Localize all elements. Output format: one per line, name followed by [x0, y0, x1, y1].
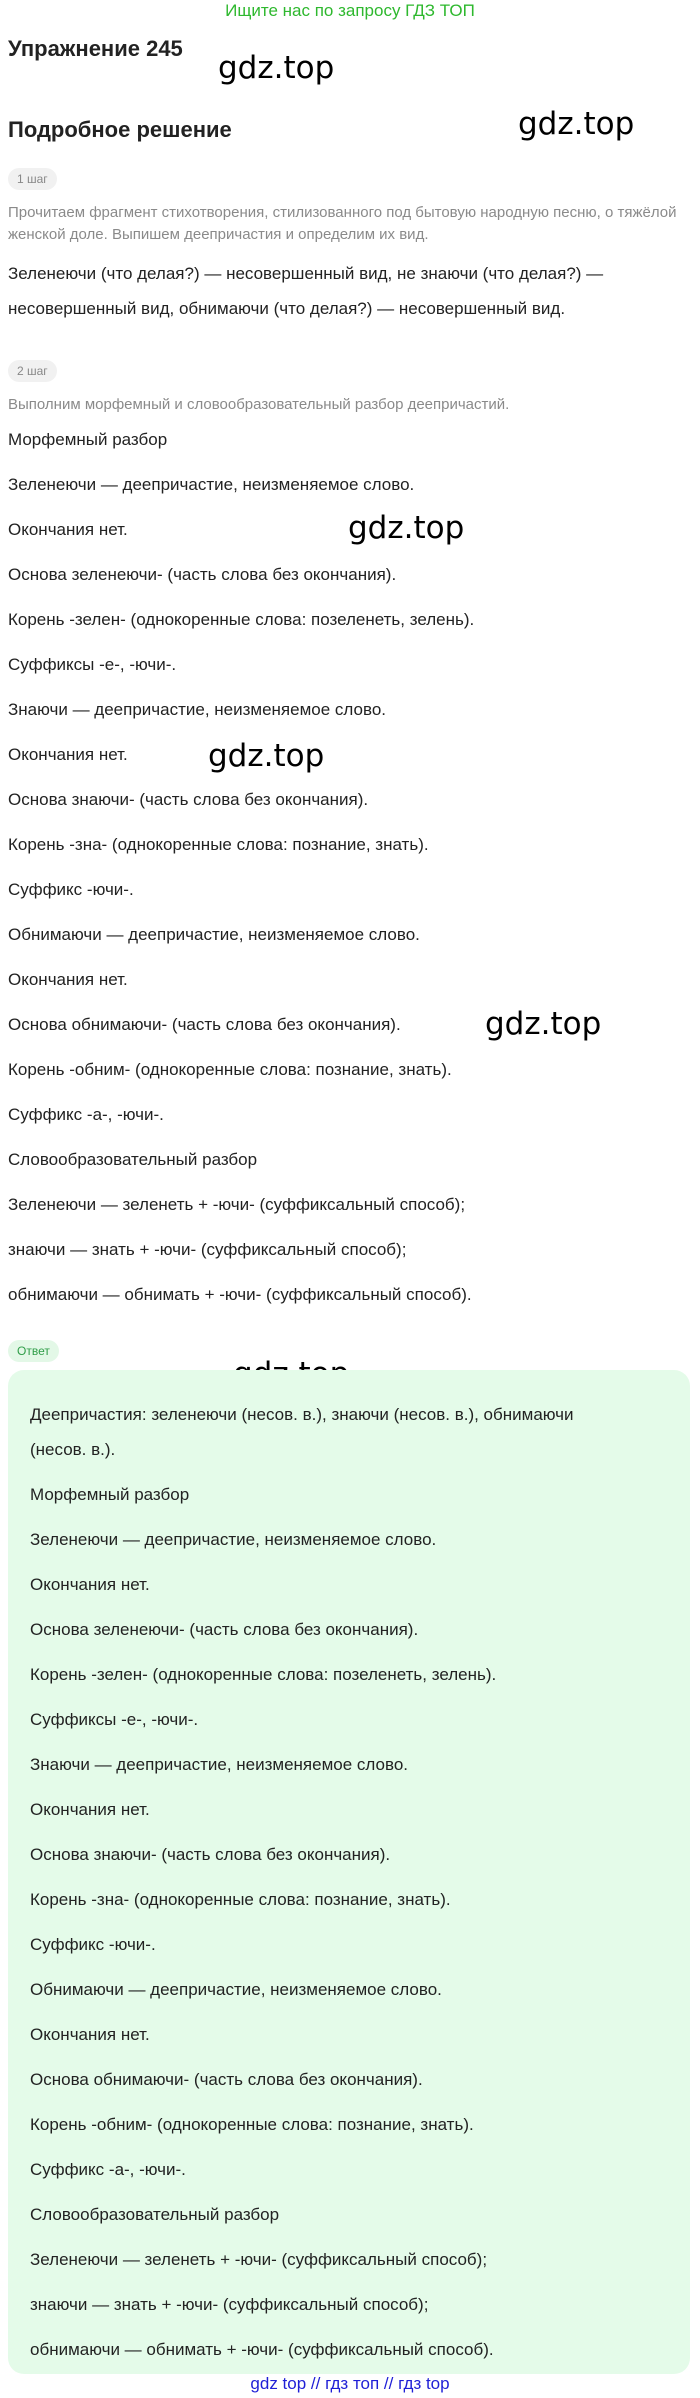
answer-line: Корень -зелен- (однокоренные слова: позеленеть, зелень). — [30, 1665, 497, 1684]
text-line: Окончания нет. — [8, 970, 128, 989]
watermark: gdz.top — [348, 510, 465, 546]
watermark: gdz.top — [518, 106, 635, 142]
step-intro: Прочитаем фрагмент стихотворения, стилизованного под бытовую народную песню, о тяжёлой женской доле. Выпишем деепричастия и определим их вид. — [8, 204, 677, 243]
text-line: Суффикс -а-, -ючи-. — [8, 1105, 164, 1124]
answer-line: Зеленеючи — зеленеть + -ючи- (суффиксальный способ); — [30, 2250, 488, 2269]
answer-line: Знаючи — деепричастие, неизменяемое слово. — [30, 1755, 408, 1774]
watermark: gdz.top — [208, 738, 325, 774]
text-line: Суффикс -ючи-. — [8, 880, 134, 899]
text-line: Обнимаючи — деепричастие, неизменяемое слово. — [8, 925, 420, 944]
text-line: Основа обнимаючи- (часть слова без окончания). — [8, 1015, 401, 1034]
answer-line: обнимаючи — обнимать + -ючи- (суффиксальный способ). — [30, 2340, 494, 2359]
text-line: Окончания нет. — [8, 520, 128, 539]
answer-line: Зеленеючи — деепричастие, неизменяемое слово. — [30, 1530, 437, 1549]
page-title: Упражнение 245 — [8, 36, 183, 61]
answer-line: Морфемный разбор — [30, 1485, 190, 1504]
watermark: gdz.top — [218, 50, 335, 86]
answer-line: знаючи — знать + -ючи- (суффиксальный способ); — [30, 2295, 429, 2314]
text-line: Корень -зна- (однокоренные слова: познание, знать). — [8, 835, 429, 854]
answer-line: Корень -зна- (однокоренные слова: познание, знать). — [30, 1890, 451, 1909]
watermark: gdz.top — [485, 1006, 602, 1042]
answer-line: Окончания нет. — [30, 2025, 150, 2044]
text-line: Основа зеленеючи- (часть слова без окончания). — [8, 565, 397, 584]
answer-line: Окончания нет. — [30, 1800, 150, 1819]
answer-badge: Ответ — [8, 1340, 59, 1362]
text-line: Корень -обним- (однокоренные слова: познание, знать). — [8, 1060, 452, 1079]
answer-line: Окончания нет. — [30, 1575, 150, 1594]
text-line: несовершенный вид, обнимаючи (что делая?) — несовершенный вид. — [8, 299, 566, 318]
text-line: Знаючи — деепричастие, неизменяемое слово. — [8, 700, 386, 719]
answer-line: Словообразовательный разбор — [30, 2205, 280, 2224]
step-badge: 2 шаг — [8, 360, 57, 382]
text-line: Зеленеючи — зеленеть + -ючи- (суффиксальный способ); — [8, 1195, 466, 1214]
answer-line: Суффикс -ючи-. — [30, 1935, 156, 1954]
top-banner[interactable]: Ищите нас по запросу ГДЗ ТОП — [225, 1, 475, 20]
answer-line: Основа обнимаючи- (часть слова без окончания). — [30, 2070, 423, 2089]
text-line: обнимаючи — обнимать + -ючи- (суффиксальный способ). — [8, 1285, 472, 1304]
section-title: Подробное решение — [8, 117, 232, 142]
answer-line: Обнимаючи — деепричастие, неизменяемое слово. — [30, 1980, 442, 1999]
text-line: Морфемный разбор — [8, 430, 168, 449]
answer-line: (несов. в.). — [30, 1440, 116, 1459]
footer-links[interactable]: gdz top // гдз топ // гдз top — [250, 2374, 450, 2393]
answer-line: Суффикс -а-, -ючи-. — [30, 2160, 186, 2179]
text-line: Словообразовательный разбор — [8, 1150, 258, 1169]
answer-line: Основа знаючи- (часть слова без окончания). — [30, 1845, 391, 1864]
text-line: Окончания нет. — [8, 745, 128, 764]
step-badge: 1 шаг — [8, 168, 57, 190]
step-intro: Выполним морфемный и словообразовательный разбор деепричастий. — [8, 396, 510, 413]
text-line: знаючи — знать + -ючи- (суффиксальный способ); — [8, 1240, 407, 1259]
answer-line: Деепричастия: зеленеючи (несов. в.), знаючи (несов. в.), обнимаючи — [30, 1405, 574, 1424]
answer-line: Основа зеленеючи- (часть слова без окончания). — [30, 1620, 419, 1639]
answer-line: Корень -обним- (однокоренные слова: познание, знать). — [30, 2115, 474, 2134]
text-line: Зеленеючи — деепричастие, неизменяемое слово. — [8, 475, 415, 494]
text-line: Корень -зелен- (однокоренные слова: позеленеть, зелень). — [8, 610, 475, 629]
text-line: Основа знаючи- (часть слова без окончания). — [8, 790, 369, 809]
text-line: Суффиксы -е-, -ючи-. — [8, 655, 177, 674]
text-line: Зеленеючи (что делая?) — несовершенный вид, не знаючи (что делая?) — — [8, 264, 604, 283]
answer-line: Суффиксы -е-, -ючи-. — [30, 1710, 199, 1729]
